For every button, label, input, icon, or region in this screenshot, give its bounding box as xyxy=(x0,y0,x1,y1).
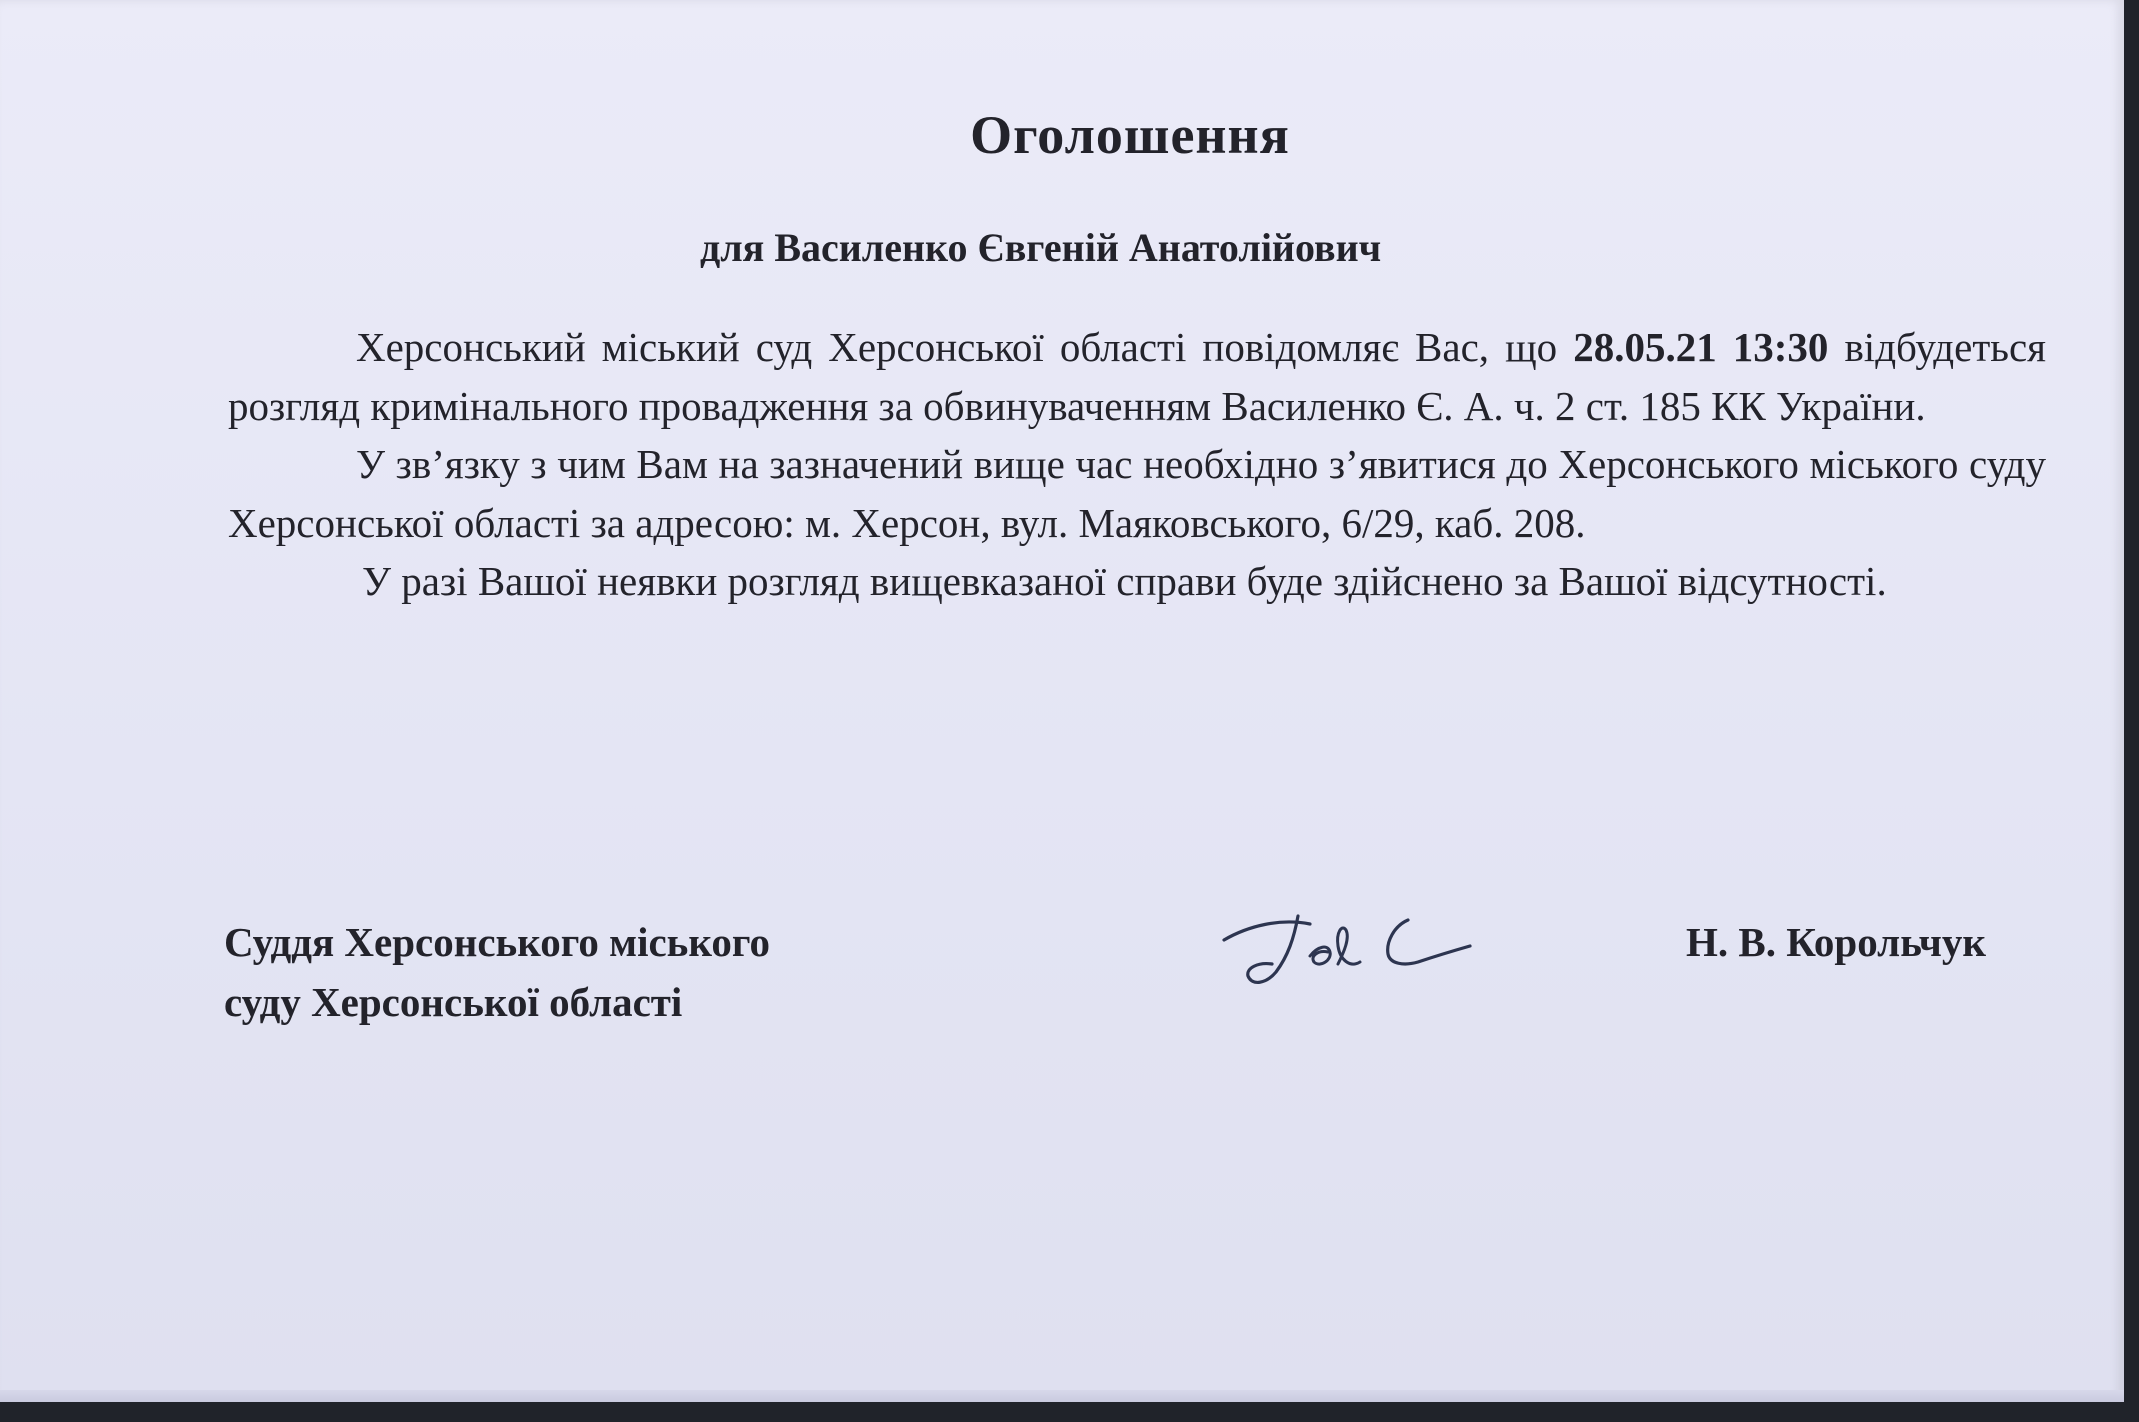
notice-body xyxy=(228,318,2046,611)
hearing-text-end: відбудеться розгляд кримінального провадження за обвинуваченням Василенко Є. А. ч. 2 ст. 185 КК України. xyxy=(228,324,2047,429)
notice-addressee: для Василенко Євгеній Анатолійович xyxy=(700,225,1382,270)
judge-name: Н. В. Корольчук xyxy=(1686,919,1986,965)
notice-paragraph-absence: У разі Вашої неявки розгляд вищевказаної справи буде здійснено за Вашої відсутності. xyxy=(362,558,1887,604)
judge-position-line2: суду Херсонської області xyxy=(224,979,683,1025)
judge-position-line1: Суддя Херсонського міського xyxy=(224,919,771,965)
notice-paragraph-hearing xyxy=(228,318,2046,435)
notice-paragraph-appearance: У зв’язку з чим Вам на зазначений вище час необхідно з’явитися до Херсонського міського суду Херсонської області за адресою: м. Херсон, вул. Маяковського, 6/29, каб. 208. xyxy=(228,441,2046,546)
judge-position xyxy=(224,912,770,1032)
hearing-datetime: 28.05.21 13:30 xyxy=(1573,324,1829,370)
notice-title: Оголошення xyxy=(970,105,1290,165)
hearing-text-start: Херсонський міський суд Херсонської області повідомляє Вас, що xyxy=(356,324,1574,370)
handwritten-signature xyxy=(1218,890,1478,1000)
paper-bottom-edge xyxy=(0,1390,2124,1402)
